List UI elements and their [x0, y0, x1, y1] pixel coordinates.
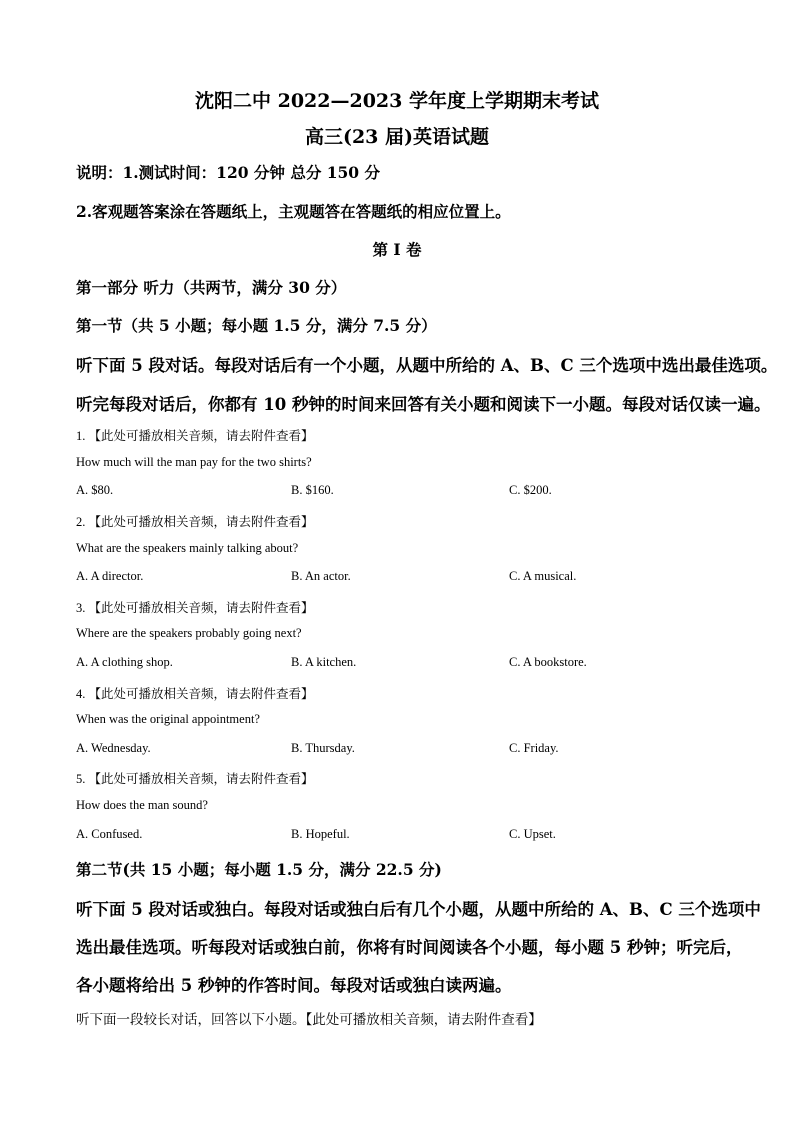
question-3-option-a: A. A clothing shop.: [76, 655, 173, 669]
section2-directions-2: 选出最佳选项。听每段对话或独白前，你将有时间阅读各个小题，每小题 5 秒钟；听完后，: [76, 938, 743, 957]
question-1-option-a: A. $80.: [76, 483, 114, 497]
section2-directions-3: 各小题将给出 5 秒钟的作答时间。每段对话或独白读两遍。: [76, 976, 512, 995]
question-5-option-a: A. Confused.: [76, 827, 143, 841]
question-2-option-c: C. A musical.: [509, 569, 577, 583]
question-5-option-c: C. Upset.: [509, 827, 556, 841]
question-1-option-c: C. $200.: [509, 483, 552, 497]
question-2-option-a: A. A director.: [76, 569, 144, 583]
question-5-option-b: B. Hopeful.: [291, 827, 350, 841]
part1-heading: 第一部分 听力（共两节，满分 30 分）: [76, 278, 347, 297]
question-3-option-b: B. A kitchen.: [291, 655, 357, 669]
section1-directions-1: 听下面 5 段对话。每段对话后有一个小题，从题中所给的 A、B、C 三个选项中选出最佳选项。: [76, 356, 778, 375]
question-1-stem: How much will the man pay for the two shirts?: [76, 455, 312, 469]
question-5-audio-marker: 5. 【此处可播放相关音频，请去附件查看】: [76, 772, 314, 786]
question-2-stem: What are the speakers mainly talking about?: [76, 541, 299, 555]
section1-directions-2: 听完每段对话后，你都有 10 秒钟的时间来回答有关小题和阅读下一小题。每段对话仅读一遍。: [76, 395, 771, 414]
volume-label: 第 I 卷: [372, 240, 422, 259]
question-3-audio-marker: 3. 【此处可播放相关音频，请去附件查看】: [76, 601, 314, 615]
section2-directions-1: 听下面 5 段对话或独白。每段对话或独白后有几个小题，从题中所给的 A、B、C 三个选项中: [76, 900, 761, 919]
question-1-audio-marker: 1. 【此处可播放相关音频，请去附件查看】: [76, 429, 314, 443]
question-3-option-c: C. A bookstore.: [509, 655, 587, 669]
instructions-line-1: 说明：1.测试时间：120 分钟 总分 150 分: [76, 163, 380, 182]
question-1-option-b: B. $160.: [291, 483, 334, 497]
question-4-option-a: A. Wednesday.: [76, 741, 151, 755]
exam-title: 沈阳二中 2022—2023 学年度上学期期末考试: [195, 90, 599, 112]
exam-subtitle: 高三(23 届)英语试题: [304, 126, 490, 148]
question-4-stem: When was the original appointment?: [76, 712, 260, 726]
question-4-option-c: C. Friday.: [509, 741, 559, 755]
question-4-audio-marker: 4. 【此处可播放相关音频，请去附件查看】: [76, 687, 314, 701]
section2-heading: 第二节(共 15 小题；每小题 1.5 分，满分 22.5 分): [76, 860, 442, 879]
question-2-audio-marker: 2. 【此处可播放相关音频，请去附件查看】: [76, 515, 314, 529]
question-4-option-b: B. Thursday.: [291, 741, 355, 755]
instructions-line-2: 2.客观题答案涂在答题纸上，主观题答在答题纸的相应位置上。: [76, 202, 511, 221]
question-5-stem: How does the man sound?: [76, 798, 208, 812]
section2-audio-note: 听下面一段较长对话，回答以下小题。【此处可播放相关音频，请去附件查看】: [76, 1012, 542, 1027]
question-3-stem: Where are the speakers probably going next?: [76, 626, 302, 640]
section1-heading: 第一节（共 5 小题；每小题 1.5 分，满分 7.5 分）: [76, 316, 437, 335]
question-2-option-b: B. An actor.: [291, 569, 351, 583]
